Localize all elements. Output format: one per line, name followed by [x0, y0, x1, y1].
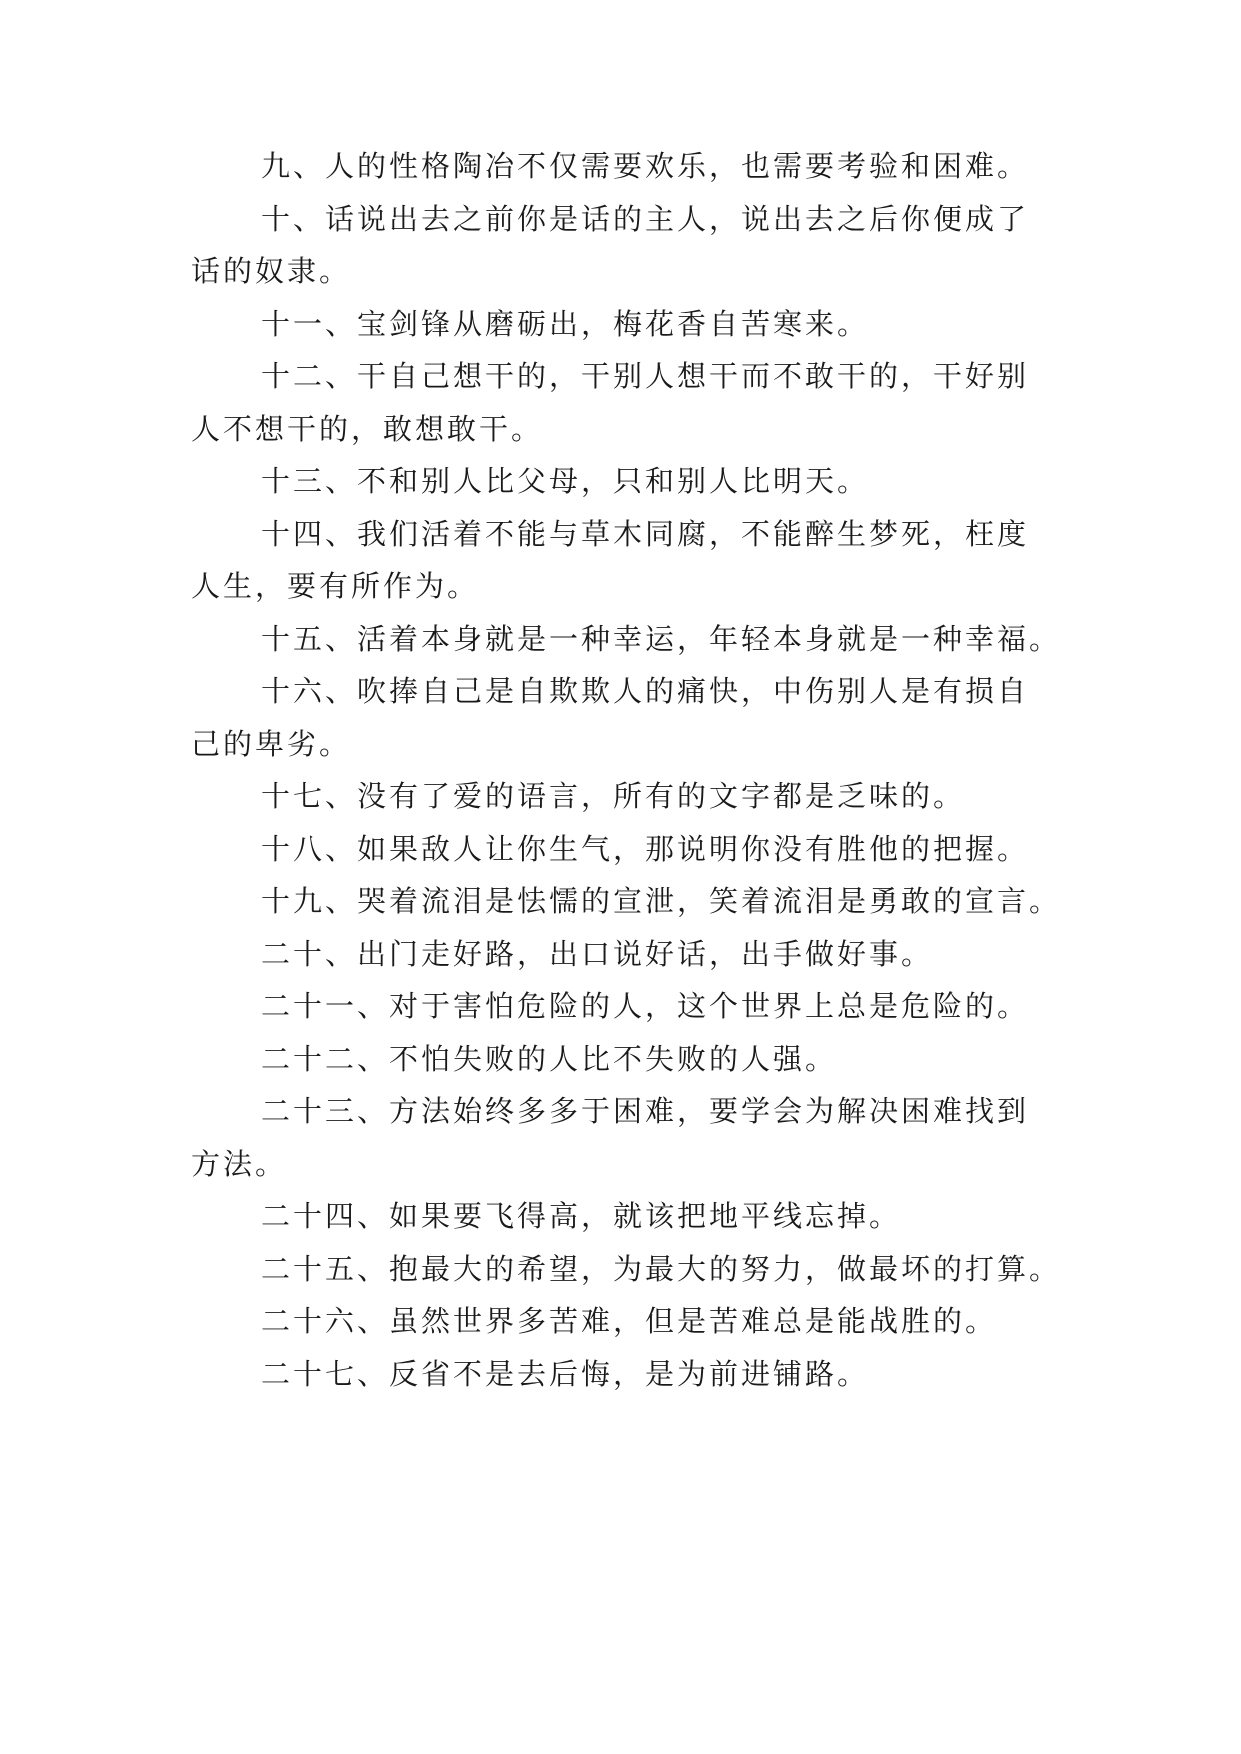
paragraph-24: 二十四、如果要飞得高，就该把地平线忘掉。 — [261, 1199, 902, 1233]
paragraph-27: 二十七、反省不是去后悔，是为前进铺路。 — [261, 1357, 870, 1391]
paragraph-12: 十二、干自己想干的，干别人想干而不敢干的，干好别 — [261, 359, 1030, 393]
paragraph-19: 十九、哭着流泪是怯懦的宣泄，笑着流泪是勇敢的宣言。 — [261, 884, 1062, 918]
paragraph-22: 二十二、不怕失败的人比不失败的人强。 — [261, 1042, 838, 1076]
paragraph-25: 二十五、抱最大的希望，为最大的努力，做最坏的打算。 — [261, 1252, 1062, 1286]
paragraph-10-continuation: 话的奴隶。 — [191, 254, 352, 288]
paragraph-17: 十七、没有了爱的语言，所有的文字都是乏味的。 — [261, 779, 966, 813]
paragraph-10: 十、话说出去之前你是话的主人，说出去之后你便成了 — [261, 202, 1030, 236]
paragraph-14-continuation: 人生，要有所作为。 — [191, 569, 480, 603]
paragraph-11: 十一、宝剑锋从磨砺出，梅花香自苦寒来。 — [261, 307, 870, 341]
paragraph-14: 十四、我们活着不能与草木同腐，不能醉生梦死，枉度 — [261, 517, 1030, 551]
paragraph-12-continuation: 人不想干的，敢想敢干。 — [191, 412, 544, 446]
paragraph-16: 十六、吹捧自己是自欺欺人的痛快，中伤别人是有损自 — [261, 674, 1030, 708]
paragraph-21: 二十一、对于害怕危险的人，这个世界上总是危险的。 — [261, 989, 1030, 1023]
paragraph-13: 十三、不和别人比父母，只和别人比明天。 — [261, 464, 870, 498]
paragraph-26: 二十六、虽然世界多苦难，但是苦难总是能战胜的。 — [261, 1304, 998, 1338]
paragraph-16-continuation: 己的卑劣。 — [191, 727, 352, 761]
paragraph-20: 二十、出门走好路，出口说好话，出手做好事。 — [261, 937, 934, 971]
paragraph-9: 九、人的性格陶冶不仅需要欢乐，也需要考验和困难。 — [261, 149, 1030, 183]
paragraph-18: 十八、如果敌人让你生气，那说明你没有胜他的把握。 — [261, 832, 1030, 866]
paragraph-23-continuation: 方法。 — [191, 1147, 288, 1181]
paragraph-23: 二十三、方法始终多多于困难，要学会为解决困难找到 — [261, 1094, 1030, 1128]
paragraph-15: 十五、活着本身就是一种幸运，年轻本身就是一种幸福。 — [261, 622, 1062, 656]
